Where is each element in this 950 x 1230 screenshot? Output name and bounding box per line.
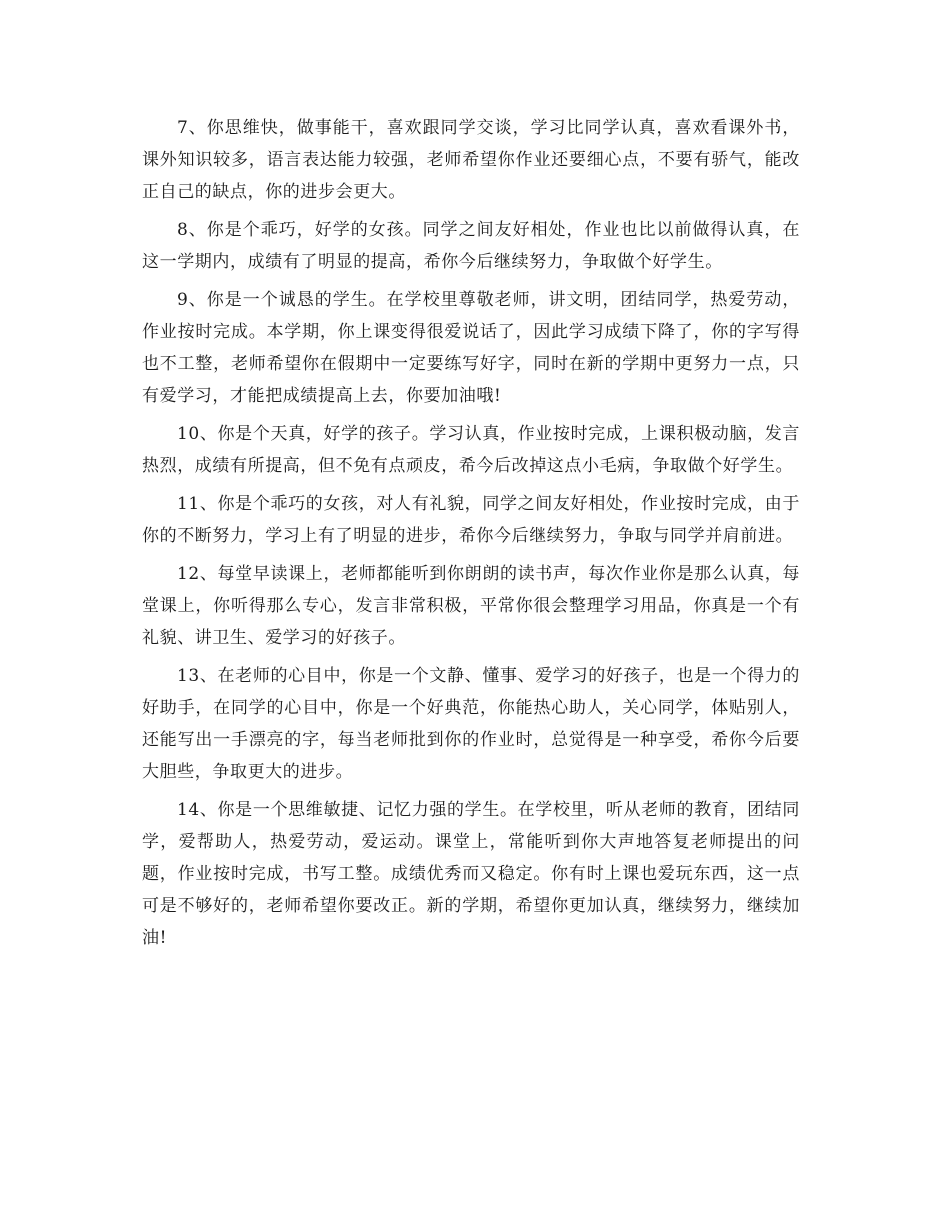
paragraph-11: 11、你是个乖巧的女孩，对人有礼貌，同学之间友好相处，作业按时完成，由于你的不断努力，学习上有了明显的进步，希你今后继续努力，争取与同学并肩前进。 xyxy=(142,494,800,546)
paragraph-7: 7、你思维快，做事能干，喜欢跟同学交谈，学习比同学认真，喜欢看课外书，课外知识较多，语言表达能力较强，老师希望你作业还要细心点，不要有骄气，能改正自己的缺点，你的进步会更大。 xyxy=(142,118,800,202)
paragraph-12: 12、每堂早读课上，老师都能听到你朗朗的读书声，每次作业你是那么认真，每堂课上，你听得那么专心，发言非常积极，平常你很会整理学习用品，你真是一个有礼貌、讲卫生、爱学习的好孩子。 xyxy=(142,564,800,648)
paragraph-8: 8、你是个乖巧，好学的女孩。同学之间友好相处，作业也比以前做得认真，在这一学期内，成绩有了明显的提高，希你今后继续努力，争取做个好学生。 xyxy=(142,220,800,272)
document-body xyxy=(142,112,800,960)
paragraph-9: 9、你是一个诚恳的学生。在学校里尊敬老师，讲文明，团结同学，热爱劳动，作业按时完成。本学期，你上课变得很爱说话了，因此学习成绩下降了，你的字写得也不工整，老师希望你在假期中一定要练写好字，同时在新的学期中更努力一点，只有爱学习，才能把成绩提高上去，你要加油哦! xyxy=(142,290,800,406)
paragraph-13: 13、在老师的心目中，你是一个文静、懂事、爱学习的好孩子，也是一个得力的好助手，在同学的心目中，你是一个好典范，你能热心助人，关心同学，体贴别人，还能写出一手漂亮的字，每当老师批到你的作业时，总觉得是一种享受，希你今后要大胆些，争取更大的进步。 xyxy=(142,666,800,782)
paragraph-14: 14、你是一个思维敏捷、记忆力强的学生。在学校里，听从老师的教育，团结同学，爱帮助人，热爱劳动，爱运动。课堂上，常能听到你大声地答复老师提出的问题，作业按时完成，书写工整。成绩优秀而又稳定。你有时上课也爱玩东西，这一点可是不够好的，老师希望你要改正。新的学期，希望你更加认真，继续努力，继续加油! xyxy=(142,800,800,948)
paragraph-10: 10、你是个天真，好学的孩子。学习认真，作业按时完成，上课积极动脑，发言热烈，成绩有所提高，但不免有点顽皮，希今后改掉这点小毛病，争取做个好学生。 xyxy=(142,424,800,476)
